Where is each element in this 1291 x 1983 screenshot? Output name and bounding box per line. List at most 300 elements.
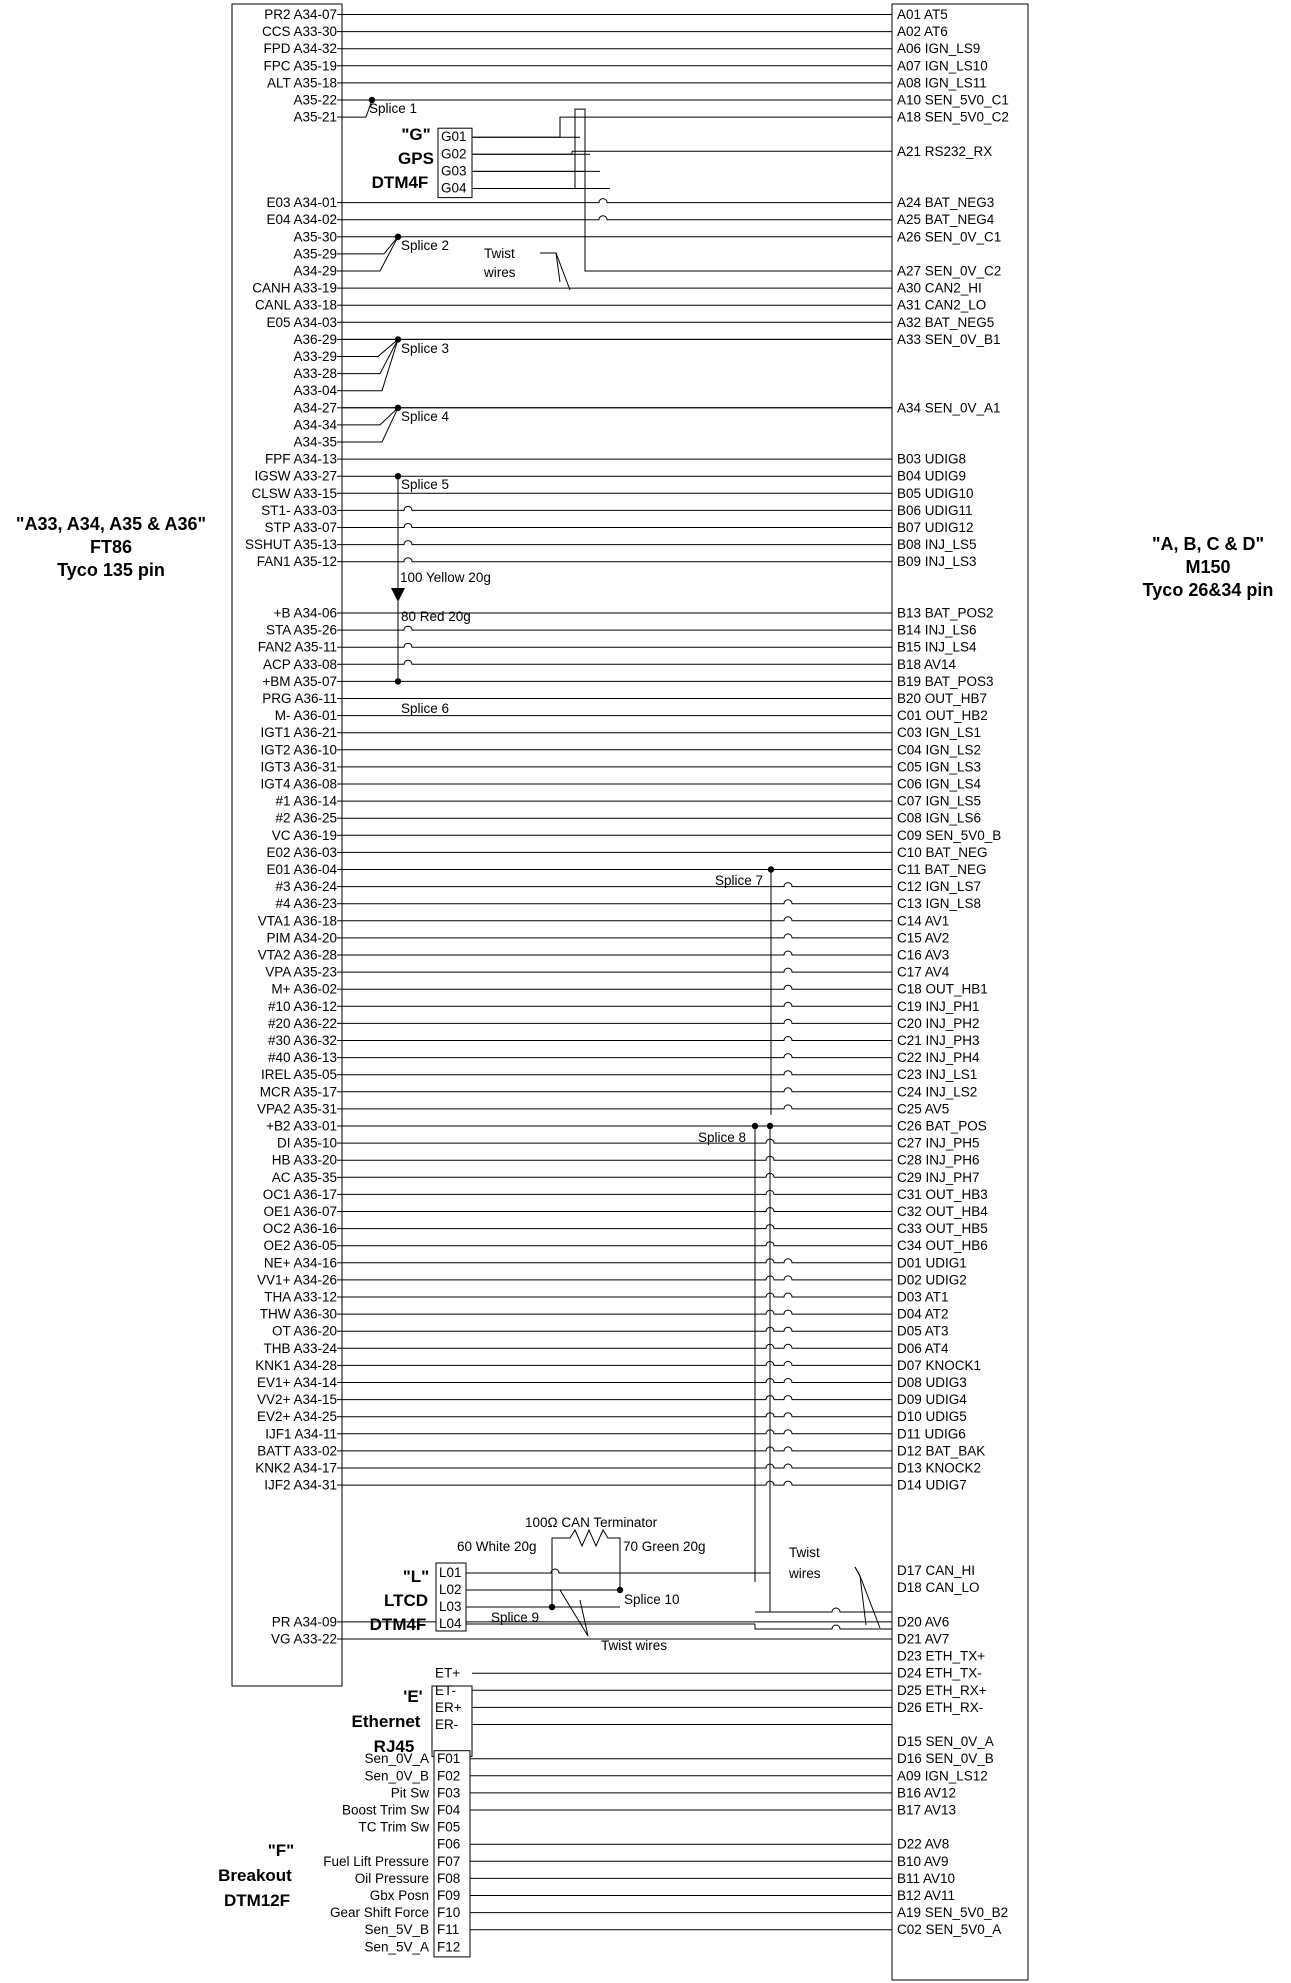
- right-pin-label: A24 BAT_NEG3: [897, 195, 995, 211]
- splice-6-label: Splice 6: [401, 701, 450, 716]
- right-pin-label: D07 KNOCK1: [897, 1357, 982, 1373]
- left-pin-label: IJF2 A34-31: [264, 1477, 337, 1493]
- right-pin-label: A07 IGN_LS10: [897, 58, 988, 74]
- breakout-signal-label: Fuel Lift Pressure: [323, 1853, 429, 1869]
- d17-wire: [755, 1608, 892, 1612]
- left-pin-label: FPD A34-32: [263, 41, 337, 57]
- right-pin-label: D14 UDIG7: [897, 1477, 967, 1493]
- left-pin-label: E03 A34-01: [266, 195, 337, 211]
- left-pin-label: PR2 A34-07: [264, 7, 337, 22]
- wire-57: [342, 985, 892, 989]
- wire-60: [342, 1037, 892, 1041]
- wire-54: [342, 934, 892, 938]
- wire-37: [342, 643, 892, 647]
- splice-1-label: Splice 1: [369, 101, 418, 116]
- left-pin-label: BATT A33-02: [257, 1443, 337, 1459]
- breakout-title-line2: Breakout: [218, 1866, 292, 1885]
- left-pin-label: A33-29: [293, 349, 337, 364]
- gps-g03-wire: [472, 171, 892, 271]
- white-wire-label: 60 White 20g: [457, 1539, 537, 1554]
- right-pin-label: D24 ETH_TX-: [897, 1665, 982, 1681]
- left-pin-label: VTA1 A36-18: [257, 913, 337, 929]
- wire-73: [342, 1259, 892, 1263]
- splice-10-label: Splice 10: [624, 1592, 680, 1607]
- wire-64: [342, 1105, 892, 1109]
- right-pin-label: C06 IGN_LS4: [897, 776, 982, 792]
- wire-77: [342, 1327, 892, 1331]
- wire-72: [342, 1242, 892, 1246]
- right-pin-label: C20 INJ_PH2: [897, 1015, 980, 1031]
- ethernet-pin-label: ER-: [435, 1717, 459, 1732]
- ft86-title-line2: FT86: [89, 537, 133, 557]
- left-pin-label: E04 A34-02: [266, 212, 337, 228]
- can-terminator-label: 100Ω CAN Terminator: [525, 1515, 658, 1530]
- wire-29: [342, 506, 892, 510]
- wire-68: [342, 1173, 892, 1177]
- left-pin-label: #20 A36-22: [267, 1015, 337, 1031]
- splice-3-wire: [342, 339, 398, 356]
- ltcd-l01-join: [755, 1573, 770, 1612]
- left-pin-label: A35-22: [293, 92, 337, 108]
- breakout-signal-label: Boost Trim Sw: [341, 1802, 429, 1818]
- right-pin-label: D06 AT4: [897, 1340, 949, 1356]
- right-pin-label: C12 IGN_LS7: [897, 879, 982, 895]
- wire-53: [342, 917, 892, 921]
- wire-31: [342, 541, 892, 545]
- right-pin-label: C03 IGN_LS1: [897, 725, 982, 741]
- splice-2-wire-a35-29: [342, 237, 398, 254]
- breakout-title-line3: DTM12F: [223, 1891, 291, 1910]
- m150-title-line3: Tyco 26&34 pin: [1142, 580, 1274, 600]
- right-pin-label: D15 SEN_0V_A: [897, 1734, 994, 1750]
- right-pin-label: C04 IGN_LS2: [897, 742, 982, 758]
- breakout-pin-label: F01: [437, 1751, 461, 1767]
- wire-63: [342, 1088, 892, 1092]
- left-pin-label: VC A36-19: [271, 827, 337, 843]
- right-pin-label: A34 SEN_0V_A1: [897, 400, 1001, 416]
- left-pin-label: #40 A36-13: [267, 1050, 337, 1066]
- wire-69: [342, 1190, 892, 1194]
- left-pin-label: IGT2 A36-10: [260, 742, 337, 758]
- left-pin-label: A35-29: [293, 246, 337, 262]
- left-pin-label: ALT A35-18: [266, 75, 337, 91]
- breakout-pin-label: F03: [437, 1785, 461, 1801]
- left-pin-label: AC A35-35: [271, 1169, 337, 1185]
- wire-79: [342, 1361, 892, 1365]
- right-pin-label: A18 SEN_5V0_C2: [897, 109, 1009, 125]
- left-pin-label: KNK1 A34-28: [255, 1357, 337, 1373]
- wire-52: [342, 900, 892, 904]
- right-pin-label: B10 AV9: [897, 1853, 949, 1869]
- splice-3-label: Splice 3: [401, 341, 450, 356]
- right-pin-label: D12 BAT_BAK: [897, 1443, 986, 1459]
- breakout-pin-label: F04: [437, 1802, 461, 1818]
- m150-title-line2: M150: [1185, 557, 1231, 577]
- red-wire-label: 80 Red 20g: [401, 609, 471, 624]
- left-pin-label: IGT1 A36-21: [260, 725, 337, 741]
- right-pin-label: B07 UDIG12: [897, 520, 974, 535]
- right-pin-label: C29 INJ_PH7: [897, 1169, 980, 1185]
- right-pin-label: C01 OUT_HB2: [897, 708, 988, 724]
- right-pin-label: B09 INJ_LS3: [897, 554, 977, 570]
- ltcd-title-line3: DTM4F: [369, 1615, 427, 1634]
- yellow-wire-label: 100 Yellow 20g: [400, 570, 491, 585]
- left-pin-label: A33-04: [293, 383, 337, 399]
- right-pin-label: D21 AV7: [897, 1631, 950, 1647]
- right-pin-label: D05 AT3: [897, 1323, 949, 1339]
- breakout-pin-label: F09: [437, 1888, 461, 1903]
- right-pin-label: B16 AV12: [897, 1785, 957, 1801]
- wire-67: [342, 1156, 892, 1160]
- ltcd-pin-label: L02: [439, 1582, 462, 1597]
- right-pin-label: A32 BAT_NEG5: [897, 314, 995, 330]
- left-pin-label: CCS A33-30: [261, 24, 337, 40]
- left-pin-label: ACP A33-08: [262, 656, 337, 672]
- gps-pin-label: G02: [441, 146, 467, 162]
- wire-51: [342, 883, 892, 887]
- right-pin-label: C10 BAT_NEG: [897, 844, 988, 860]
- breakout-signal-label: Gbx Posn: [369, 1888, 429, 1903]
- wire-81: [342, 1396, 892, 1400]
- wire-86: [342, 1481, 892, 1485]
- breakout-pin-label: F08: [437, 1870, 461, 1886]
- ethernet-title-line1: 'E': [403, 1687, 423, 1706]
- right-pin-label: A10 SEN_5V0_C1: [897, 92, 1009, 108]
- left-pin-label: OE2 A36-05: [263, 1238, 337, 1254]
- twist-arrow-2b: [855, 1567, 880, 1628]
- right-pin-label: A26 SEN_0V_C1: [897, 229, 1002, 245]
- left-pin-label: DI A35-10: [276, 1135, 337, 1151]
- right-pin-label: C25 AV5: [897, 1101, 950, 1117]
- right-pin-label: C32 OUT_HB4: [897, 1204, 988, 1219]
- right-pin-label: C18 OUT_HB1: [897, 981, 988, 997]
- gps-title-line2: GPS: [398, 149, 434, 168]
- wire-55: [342, 951, 892, 955]
- right-pin-label: D20 AV6: [897, 1614, 950, 1630]
- twist-wires-note-1b: wires: [484, 265, 516, 280]
- wire-59: [342, 1019, 892, 1023]
- wire-66: [342, 1139, 892, 1143]
- breakout-signal-label: Gear Shift Force: [329, 1905, 429, 1921]
- right-pin-label: B03 UDIG8: [897, 451, 967, 467]
- left-pin-label: IJF1 A34-11: [265, 1426, 337, 1442]
- ltcd-pin-label: L01: [439, 1565, 462, 1580]
- right-pin-label: C17 AV4: [897, 964, 950, 980]
- left-pin-label: M+ A36-02: [271, 981, 337, 997]
- left-pin-label: OC1 A36-17: [262, 1186, 337, 1202]
- right-pin-label: C15 AV2: [897, 930, 950, 946]
- left-pin-label: A35-21: [293, 109, 337, 125]
- left-pin-label: SSHUT A35-13: [244, 537, 337, 553]
- splice-9-label: Splice 9: [491, 1610, 540, 1625]
- right-pin-label: D13 KNOCK2: [897, 1460, 982, 1476]
- breakout-pin-label: F11: [437, 1922, 460, 1938]
- twist-wires-note-3: Twist wires: [601, 1638, 668, 1653]
- right-pin-label: D16 SEN_0V_B: [897, 1751, 994, 1767]
- left-pin-label: #1 A36-14: [275, 793, 337, 809]
- wire-85: [342, 1464, 892, 1468]
- right-pin-label: B20 OUT_HB7: [897, 691, 988, 706]
- splice-5-label: Splice 5: [401, 477, 450, 492]
- wire-78: [342, 1344, 892, 1348]
- twist-wires-note-2: Twist: [789, 1545, 820, 1560]
- gps-g02-a: [472, 151, 572, 154]
- wire-32: [342, 558, 892, 562]
- right-pin-label: D09 UDIG4: [897, 1392, 967, 1408]
- right-pin-label: A02 AT6: [897, 24, 948, 40]
- right-pin-label: D17 CAN_HI: [897, 1563, 976, 1579]
- wire-56: [342, 968, 892, 972]
- left-pin-label: IGSW A33-27: [254, 468, 337, 484]
- twist-arrow-2a: [855, 1567, 866, 1625]
- twist-arrow-3a: [580, 1600, 588, 1636]
- right-pin-label: A09 IGN_LS12: [897, 1768, 988, 1784]
- wire-12: [342, 216, 892, 220]
- gps-g01-wire: [472, 117, 892, 137]
- left-pin-label: FAN2 A35-11: [257, 639, 337, 655]
- left-pin-label: PR A34-09: [271, 1614, 337, 1630]
- gps-pin-label: G03: [441, 163, 467, 179]
- ltcd-title-line2: LTCD: [383, 1591, 429, 1610]
- wire-70: [342, 1208, 892, 1212]
- wire-84: [342, 1447, 892, 1451]
- twist-wires-note-1: Twist: [484, 246, 515, 261]
- right-pin-label: B17 AV13: [897, 1802, 957, 1818]
- left-pin-label: M- A36-01: [274, 708, 337, 724]
- gps-pin-label: G01: [441, 129, 467, 145]
- wire-58: [342, 1002, 892, 1006]
- left-pin-label: #10 A36-12: [267, 998, 337, 1014]
- right-pin-label: B11 AV10: [897, 1870, 956, 1886]
- ft86-title-line3: Tyco 135 pin: [57, 560, 165, 580]
- right-pin-label: C09 SEN_5V0_B: [897, 827, 1002, 843]
- left-pin-label: A34-34: [293, 417, 337, 433]
- right-pin-label: C26 BAT_POS: [897, 1118, 987, 1134]
- left-pin-label: A34-27: [293, 400, 337, 416]
- ethernet-pin-label: ET-: [435, 1682, 457, 1698]
- ltcd-l01-wire: [466, 1569, 755, 1573]
- wire-76: [342, 1310, 892, 1314]
- twist-arrow-1a: [540, 253, 560, 282]
- wire-75: [342, 1293, 892, 1297]
- right-pin-label: D01 UDIG1: [897, 1255, 967, 1271]
- wire-11: [342, 199, 892, 203]
- left-pin-label: IGT4 A36-08: [260, 776, 337, 792]
- splice-2-label: Splice 2: [401, 238, 450, 253]
- can-terminator-resistor: [552, 1530, 620, 1607]
- right-pin-label: D26 ETH_RX-: [897, 1699, 984, 1715]
- d18-wire: [770, 1625, 892, 1629]
- right-pin-label: A21 RS232_RX: [897, 143, 993, 159]
- gps-pin-label: G04: [441, 180, 467, 196]
- gps-title-line1: "G": [401, 125, 431, 144]
- wire-74: [342, 1276, 892, 1280]
- ethernet-title-line3: RJ45: [373, 1737, 415, 1756]
- right-pin-label: C14 AV1: [897, 913, 950, 929]
- right-pin-label: C34 OUT_HB6: [897, 1238, 988, 1254]
- left-pin-label: PRG A36-11: [262, 691, 337, 706]
- right-pin-label: C23 INJ_LS1: [897, 1067, 978, 1083]
- right-pin-label: C33 OUT_HB5: [897, 1221, 988, 1237]
- splice-8-label: Splice 8: [698, 1130, 747, 1145]
- right-pin-label: D04 AT2: [897, 1306, 949, 1322]
- right-pin-label: C02 SEN_5V0_A: [897, 1922, 1002, 1938]
- left-pin-label: #2 A36-25: [275, 810, 337, 826]
- m150-title-line1: "A, B, C & D": [1151, 534, 1265, 554]
- ethernet-pin-label: ER+: [435, 1699, 462, 1715]
- right-pin-label: C28 INJ_PH6: [897, 1152, 980, 1168]
- right-pin-label: C31 OUT_HB3: [897, 1186, 988, 1202]
- left-pin-label: CANH A33-19: [252, 280, 337, 296]
- breakout-pin-label: F05: [437, 1819, 461, 1835]
- left-pin-label: OC2 A36-16: [262, 1221, 337, 1237]
- left-pin-label: MCR A35-17: [259, 1084, 337, 1100]
- green-wire-label: 70 Green 20g: [623, 1539, 706, 1554]
- wire-80: [342, 1379, 892, 1383]
- left-pin-label: A33-28: [293, 366, 337, 382]
- left-pin-label: THA A33-12: [264, 1289, 337, 1305]
- right-pin-label: C19 INJ_PH1: [897, 998, 980, 1014]
- left-pin-label: VPA A35-23: [265, 964, 337, 980]
- breakout-title-line1: "F": [267, 1841, 295, 1860]
- right-pin-label: D11 UDIG6: [897, 1426, 966, 1442]
- left-pin-label: A36-29: [293, 331, 337, 347]
- left-pin-label: IGT3 A36-31: [260, 759, 337, 775]
- left-pin-label: CANL A33-18: [254, 297, 337, 313]
- wire-61: [342, 1054, 892, 1058]
- left-pin-label: IREL A35-05: [260, 1067, 337, 1083]
- splice-4-label: Splice 4: [401, 409, 450, 424]
- right-pin-label: D08 UDIG3: [897, 1375, 967, 1390]
- breakout-signal-label: TC Trim Sw: [358, 1819, 429, 1835]
- ft86-title-line1: "A33, A34, A35 & A36": [15, 514, 207, 534]
- left-pin-label: EV2+ A34-25: [257, 1409, 337, 1425]
- splice-6-dot: [395, 678, 401, 684]
- ethernet-pin-label: ET+: [435, 1665, 461, 1681]
- right-pin-label: D18 CAN_LO: [897, 1580, 980, 1596]
- left-pin-label: A34-29: [293, 263, 337, 279]
- right-pin-label: A33 SEN_0V_B1: [897, 331, 1001, 347]
- sub-connectors: [323, 128, 472, 1957]
- left-pin-label: +BM A35-07: [262, 673, 337, 689]
- left-pin-label: VV1+ A34-26: [257, 1272, 337, 1288]
- left-pin-label: A35-30: [293, 229, 337, 245]
- right-pin-label: A31 CAN2_LO: [897, 297, 987, 313]
- ltcd-pin-label: L04: [439, 1616, 462, 1631]
- splice-1-wire-a35-21: [342, 100, 372, 117]
- right-pin-label: C24 INJ_LS2: [897, 1084, 978, 1100]
- wire-62: [342, 1071, 892, 1075]
- right-pin-label: D03 AT1: [897, 1289, 949, 1305]
- gps-g04-wire: [472, 109, 585, 188]
- right-pin-label: C22 INJ_PH4: [897, 1050, 980, 1066]
- right-pin-label: B12 AV11: [897, 1888, 956, 1903]
- left-pin-label: VV2+ A34-15: [257, 1392, 337, 1408]
- ltcd-l04-join: [755, 1624, 770, 1629]
- right-pin-label: B13 BAT_POS2: [897, 605, 994, 621]
- left-pin-label: #3 A36-24: [275, 879, 337, 895]
- breakout-signal-label: Pit Sw: [390, 1785, 429, 1801]
- right-pin-label: C27 INJ_PH5: [897, 1135, 980, 1151]
- twist-arrow-1b: [540, 253, 570, 290]
- left-pin-label: STP A33-07: [264, 520, 337, 535]
- breakout-signal-label: Oil Pressure: [354, 1870, 429, 1886]
- breakout-signal-label: Sen_0V_A: [364, 1751, 429, 1767]
- right-pin-label: B18 AV14: [897, 656, 957, 672]
- left-pin-label: PIM A34-20: [266, 930, 337, 946]
- wire-38: [342, 660, 892, 664]
- right-pin-label: B06 UDIG11: [897, 502, 973, 518]
- left-pin-label: +B A34-06: [273, 605, 337, 621]
- left-pin-label: A34-35: [293, 434, 337, 450]
- left-pin-label: OE1 A36-07: [263, 1204, 337, 1219]
- right-pin-label: C07 IGN_LS5: [897, 793, 982, 809]
- right-pin-label: B08 INJ_LS5: [897, 537, 977, 553]
- right-pin-label: B05 UDIG10: [897, 485, 974, 501]
- right-pin-label: A25 BAT_NEG4: [897, 212, 995, 228]
- left-pin-label: VTA2 A36-28: [257, 947, 337, 963]
- left-pin-label: STA A35-26: [265, 622, 337, 638]
- splice-7-label: Splice 7: [715, 873, 764, 888]
- right-pin-label: A08 IGN_LS11: [897, 75, 987, 91]
- left-pin-label: FPC A35-19: [263, 58, 337, 74]
- right-pin-label: D23 ETH_TX+: [897, 1648, 986, 1664]
- diode-arrow: [391, 588, 405, 602]
- breakout-signal-label: Sen_0V_B: [364, 1768, 429, 1784]
- wire-71: [342, 1225, 892, 1229]
- breakout-pin-label: F12: [437, 1939, 461, 1955]
- breakout-signal-label: Sen_5V_A: [364, 1939, 429, 1955]
- right-pin-label: B14 INJ_LS6: [897, 622, 977, 638]
- ltcd-pin-label: L03: [439, 1599, 462, 1614]
- left-pin-label: THW A36-30: [259, 1306, 337, 1322]
- left-pin-label: THB A33-24: [263, 1340, 337, 1356]
- right-pin-label: A19 SEN_5V0_B2: [897, 1905, 1009, 1921]
- labels: [16, 101, 1273, 1910]
- right-pin-label: D22 AV8: [897, 1836, 950, 1852]
- left-pin-label: OT A36-20: [271, 1323, 337, 1339]
- left-pin-label: E02 A36-03: [266, 844, 337, 860]
- right-pin-label: D25 ETH_RX+: [897, 1682, 987, 1698]
- wire-36: [342, 626, 892, 630]
- left-pin-label: FPF A34-13: [264, 451, 337, 467]
- twist-wires-note-2b: wires: [789, 1566, 821, 1581]
- left-pin-label: HB A33-20: [271, 1152, 337, 1168]
- left-pin-label: NE+ A34-16: [263, 1255, 337, 1271]
- breakout-pin-label: F10: [437, 1905, 461, 1921]
- right-pin-label: B04 UDIG9: [897, 468, 967, 484]
- right-pin-label: C16 AV3: [897, 947, 950, 963]
- wire-82: [342, 1413, 892, 1417]
- left-pin-label: E05 A34-03: [266, 314, 337, 330]
- right-pin-label: B15 INJ_LS4: [897, 639, 977, 655]
- wire-30: [342, 524, 892, 528]
- breakout-pin-label: F07: [437, 1853, 461, 1869]
- right-pin-label: A27 SEN_0V_C2: [897, 263, 1002, 279]
- left-pin-label: VPA2 A35-31: [256, 1101, 337, 1117]
- twist-arrow-3b: [560, 1590, 588, 1636]
- breakout-signal-label: Sen_5V_B: [364, 1922, 429, 1938]
- right-pin-label: D10 UDIG5: [897, 1409, 967, 1425]
- left-pin-label: #4 A36-23: [275, 896, 337, 912]
- left-pin-label: E01 A36-04: [266, 862, 337, 877]
- left-pin-label: FAN1 A35-12: [256, 554, 337, 570]
- right-pin-label: C08 IGN_LS6: [897, 810, 982, 826]
- left-pin-label: KNK2 A34-17: [255, 1460, 337, 1476]
- left-pin-label: #30 A36-32: [267, 1033, 337, 1048]
- left-pin-label: +B2 A33-01: [266, 1118, 337, 1134]
- left-pin-label: EV1+ A34-14: [257, 1375, 337, 1390]
